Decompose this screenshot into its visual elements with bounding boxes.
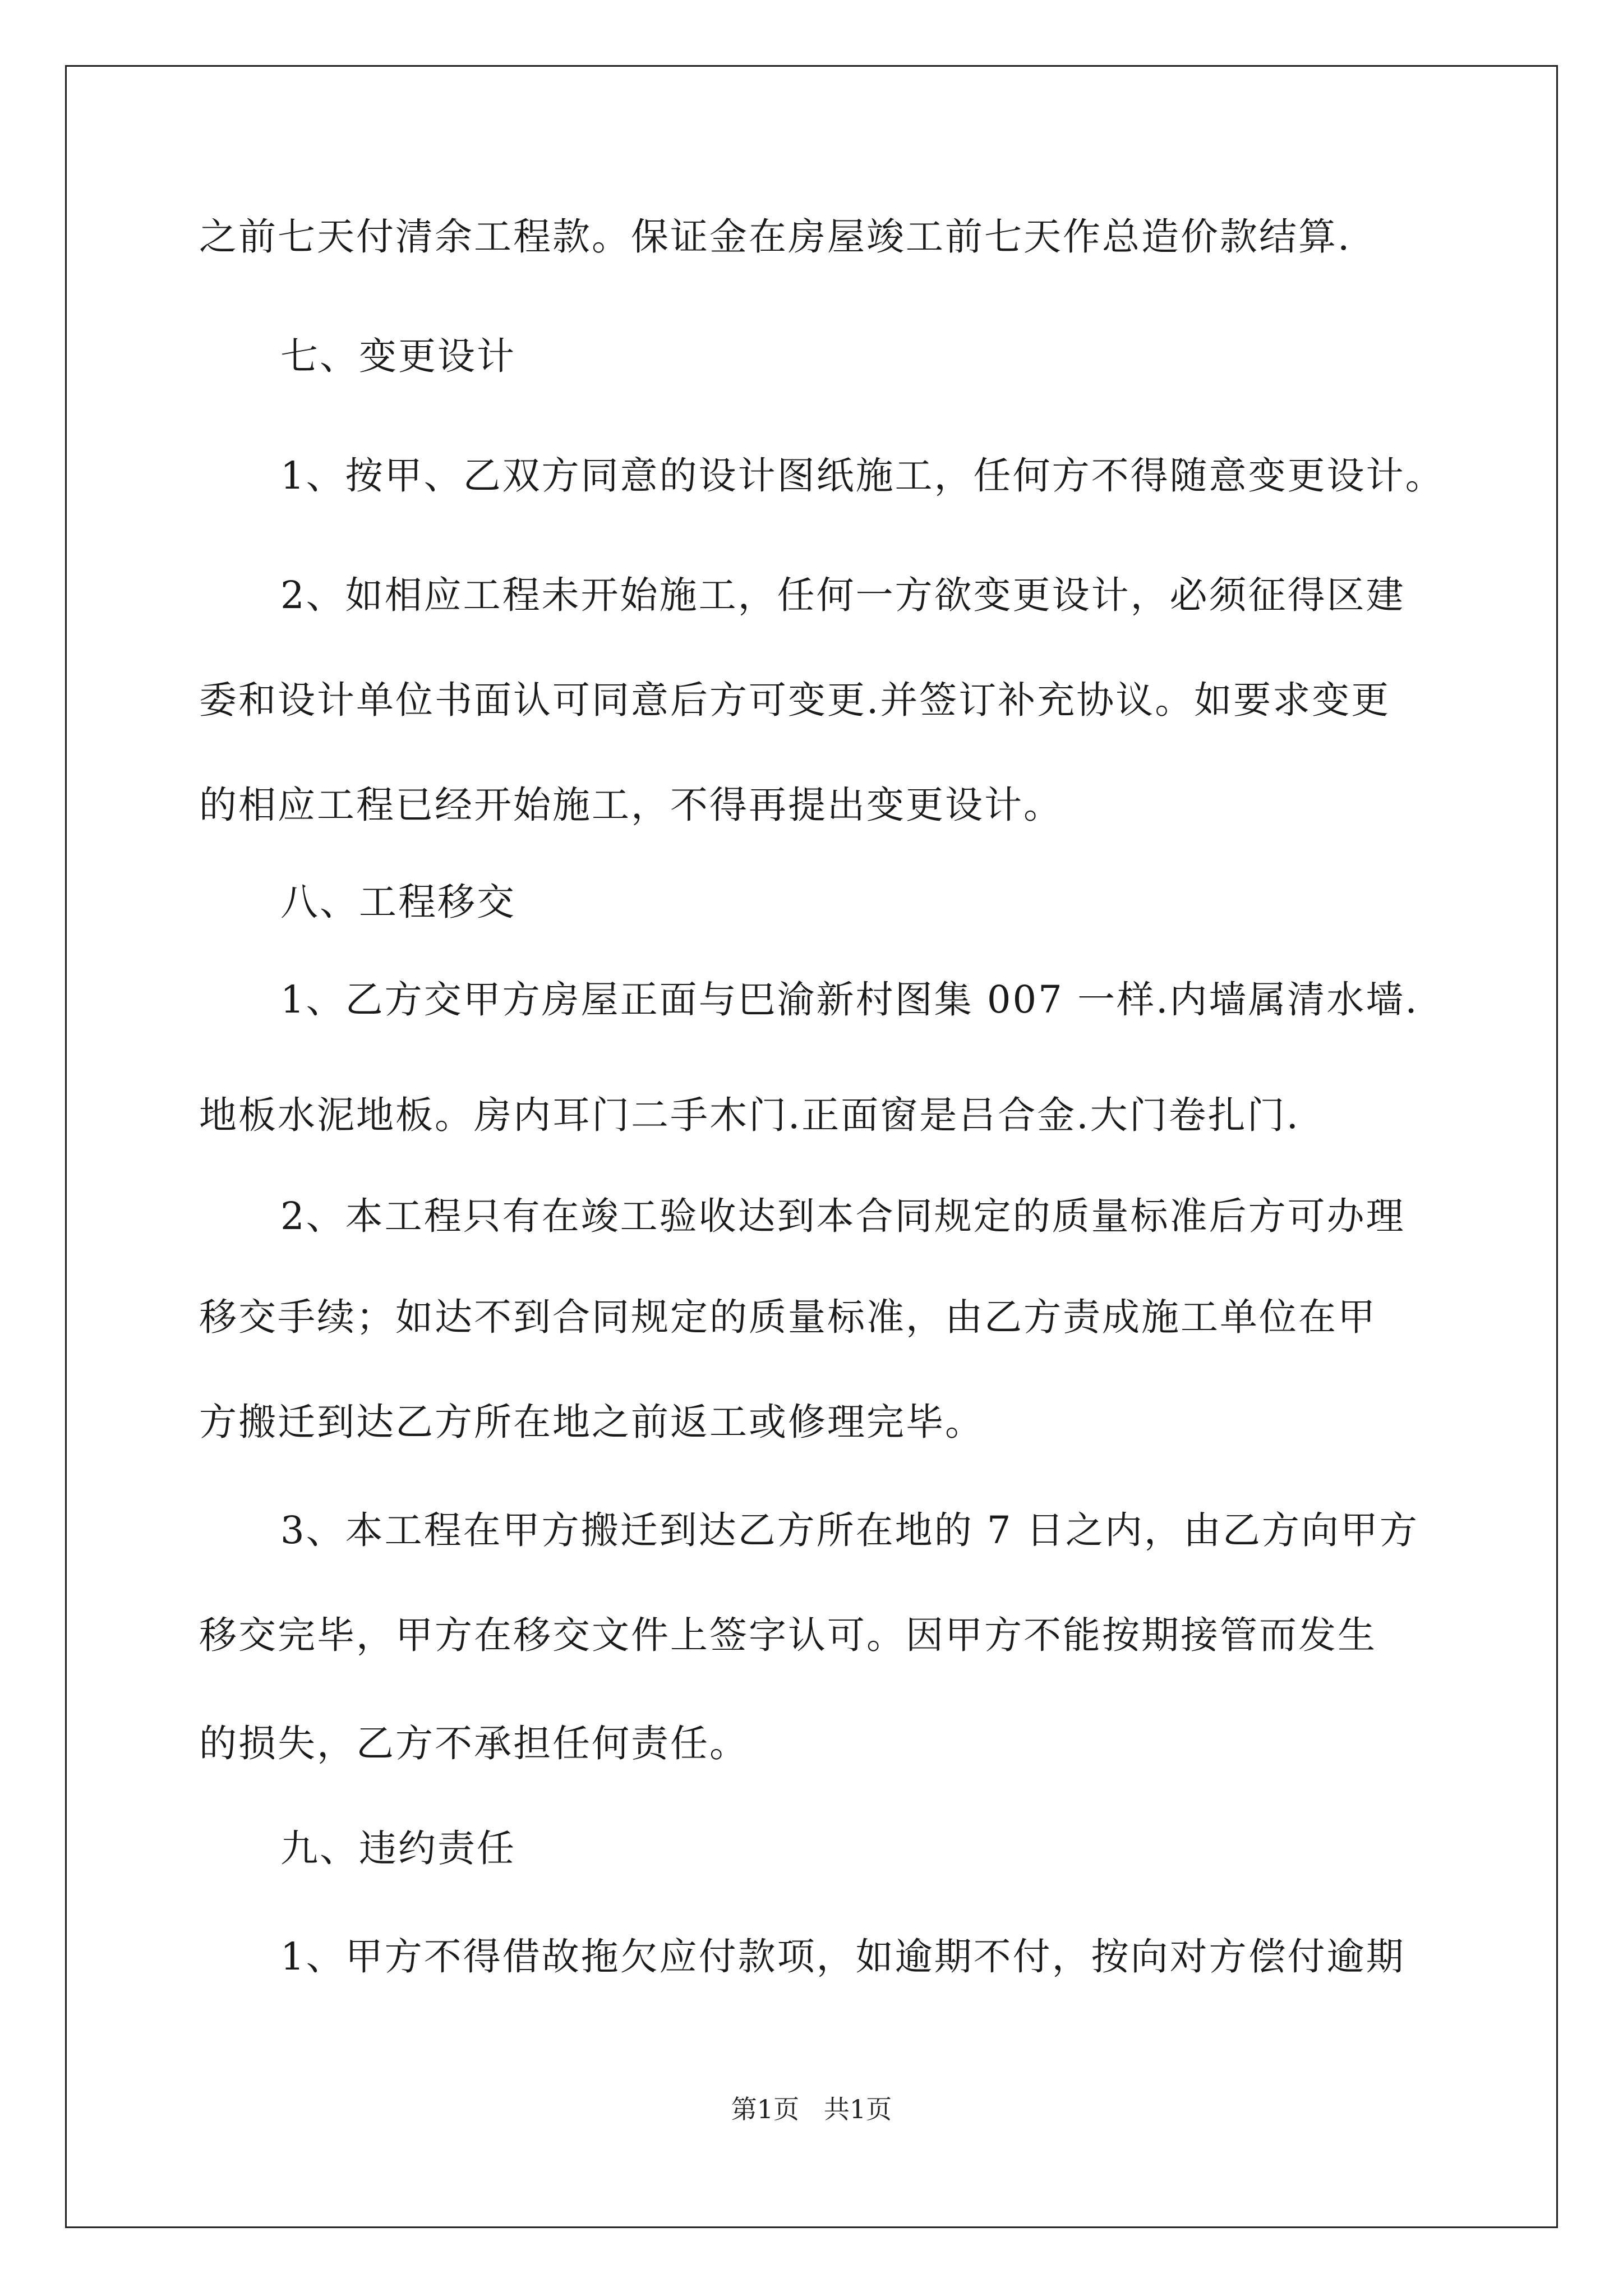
section-heading-handover: 八、工程移交 <box>280 880 516 924</box>
page-border <box>65 65 1558 2228</box>
text-line: 2、本工程只有在竣工验收达到本合同规定的质量标准后方可办理 <box>280 1194 1405 1238</box>
section-heading-change-design: 七、变更设计 <box>280 334 516 378</box>
text-line: 之前七天付清余工程款。保证金在房屋竣工前七天作总造价款结算. <box>199 215 1352 259</box>
text-line: 移交完毕，甲方在移交文件上签字认可。因甲方不能按期接管而发生 <box>199 1613 1377 1657</box>
text-line: 的相应工程已经开始施工，不得再提出变更设计。 <box>199 783 1063 827</box>
text-line: 1、按甲、乙双方同意的设计图纸施工，任何方不得随意变更设计。 <box>280 454 1445 498</box>
text-line: 1、甲方不得借故拖欠应付款项，如逾期不付，按向对方偿付逾期 <box>280 1935 1405 1978</box>
text-line: 地板水泥地板。房内耳门二手木门.正面窗是吕合金.大门卷扎门. <box>199 1093 1300 1137</box>
text-line: 的损失，乙方不承担任何责任。 <box>199 1722 749 1765</box>
text-line: 委和设计单位书面认可同意后方可变更.并签订补充协议。如要求变更 <box>199 678 1391 722</box>
text-line: 移交手续；如达不到合同规定的质量标准，由乙方责成施工单位在甲 <box>199 1295 1377 1339</box>
page-number-footer: 第1页 共1页 <box>731 2094 892 2124</box>
text-line: 1、乙方交甲方房屋正面与巴渝新村图集 007 一样.内墙属清水墙. <box>280 978 1419 1022</box>
text-line: 2、如相应工程未开始施工，任何一方欲变更设计，必须征得区建 <box>280 573 1405 617</box>
text-line: 方搬迁到达乙方所在地之前返工或修理完毕。 <box>199 1400 984 1444</box>
section-heading-breach-liability: 九、违约责任 <box>280 1826 516 1870</box>
text-line: 3、本工程在甲方搬迁到达乙方所在地的 7 日之内，由乙方向甲方 <box>280 1508 1419 1552</box>
